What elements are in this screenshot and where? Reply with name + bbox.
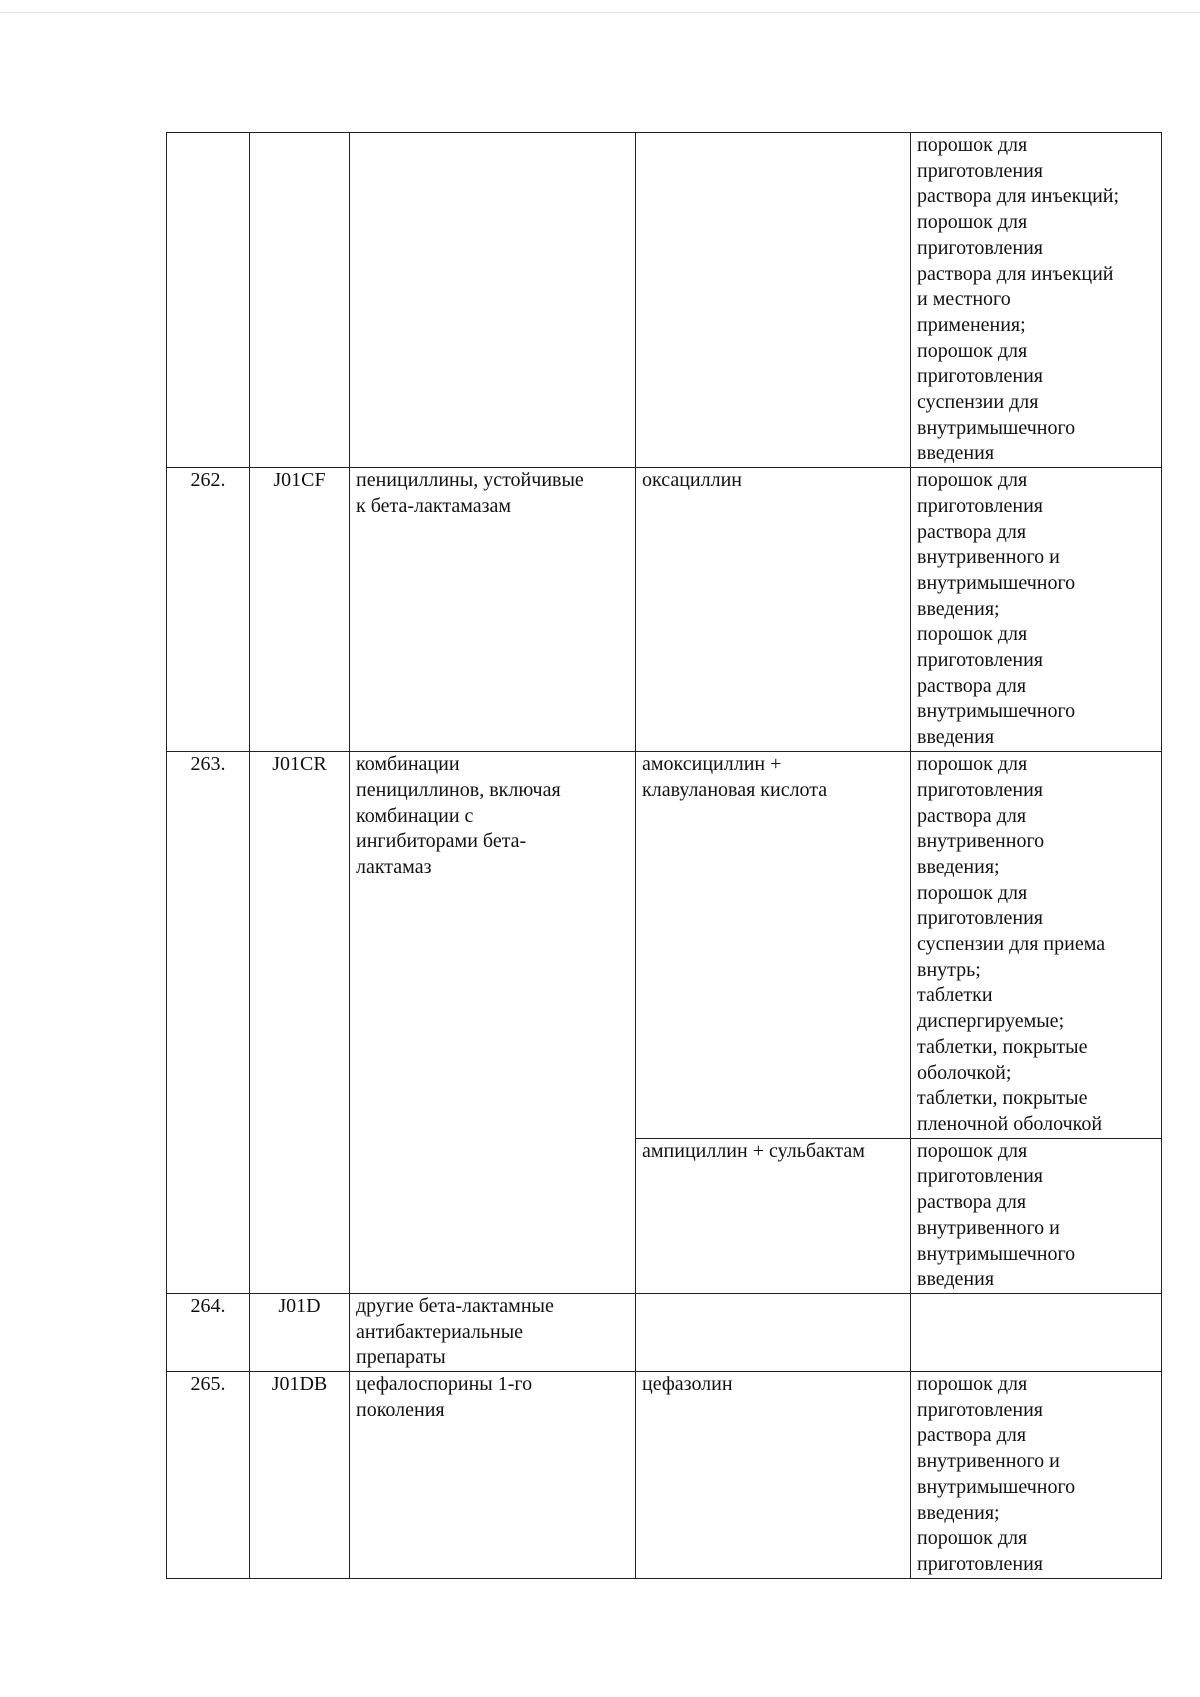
dosage-form-cell: порошок для приготовления раствора для внутривенного и внутримышечного введения; порошок для приготовления раствора для внутримышечного введения [911, 468, 1162, 752]
drug-cell [636, 133, 911, 468]
drug-table [166, 132, 1162, 1579]
dosage-form-cell: порошок для приготовления раствора для внутривенного и внутримышечного введения [911, 1138, 1162, 1293]
drug-cell: цефазолин [636, 1372, 911, 1579]
atc-code-cell: J01CR [250, 752, 350, 1294]
atc-code-cell: J01D [250, 1293, 350, 1371]
table-row [167, 1372, 1162, 1579]
table-row [167, 1293, 1162, 1371]
row-number-cell: 262. [167, 468, 250, 752]
group-cell: другие бета-лактамные антибактериальные препараты [350, 1293, 636, 1371]
row-number-cell: 265. [167, 1372, 250, 1579]
atc-code-cell: J01CF [250, 468, 350, 752]
dosage-form-cell: порошок для приготовления раствора для инъекций; порошок для приготовления раствора для инъекций и местного применения; порошок для приготовления суспензии для внутримышечного введения [911, 133, 1162, 468]
drug-cell: ампициллин + сульбактам [636, 1138, 911, 1293]
drug-cell: оксациллин [636, 468, 911, 752]
table-row [167, 133, 1162, 468]
row-number-cell: 263. [167, 752, 250, 1294]
scan-edge-line [0, 12, 1200, 13]
atc-code-cell: J01DB [250, 1372, 350, 1579]
row-number-cell [167, 133, 250, 468]
group-cell: пенициллины, устойчивые к бета-лактамазам [350, 468, 636, 752]
atc-code-cell [250, 133, 350, 468]
table-row [167, 468, 1162, 752]
table-row [167, 752, 1162, 1139]
drug-cell: амоксициллин + клавулановая кислота [636, 752, 911, 1139]
group-cell: комбинации пенициллинов, включая комбинации с ингибиторами бета- лактамаз [350, 752, 636, 1294]
dosage-form-cell: порошок для приготовления раствора для внутривенного введения; порошок для приготовления суспензии для приема внутрь; таблетки диспергируемые; таблетки, покрытые оболочкой; таблетки, покрытые пленочной оболочкой [911, 752, 1162, 1139]
row-number-cell: 264. [167, 1293, 250, 1371]
group-cell [350, 133, 636, 468]
dosage-form-cell: порошок для приготовления раствора для внутривенного и внутримышечного введения; порошок для приготовления [911, 1372, 1162, 1579]
dosage-form-cell [911, 1293, 1162, 1371]
group-cell: цефалоспорины 1-го поколения [350, 1372, 636, 1579]
drug-cell [636, 1293, 911, 1371]
